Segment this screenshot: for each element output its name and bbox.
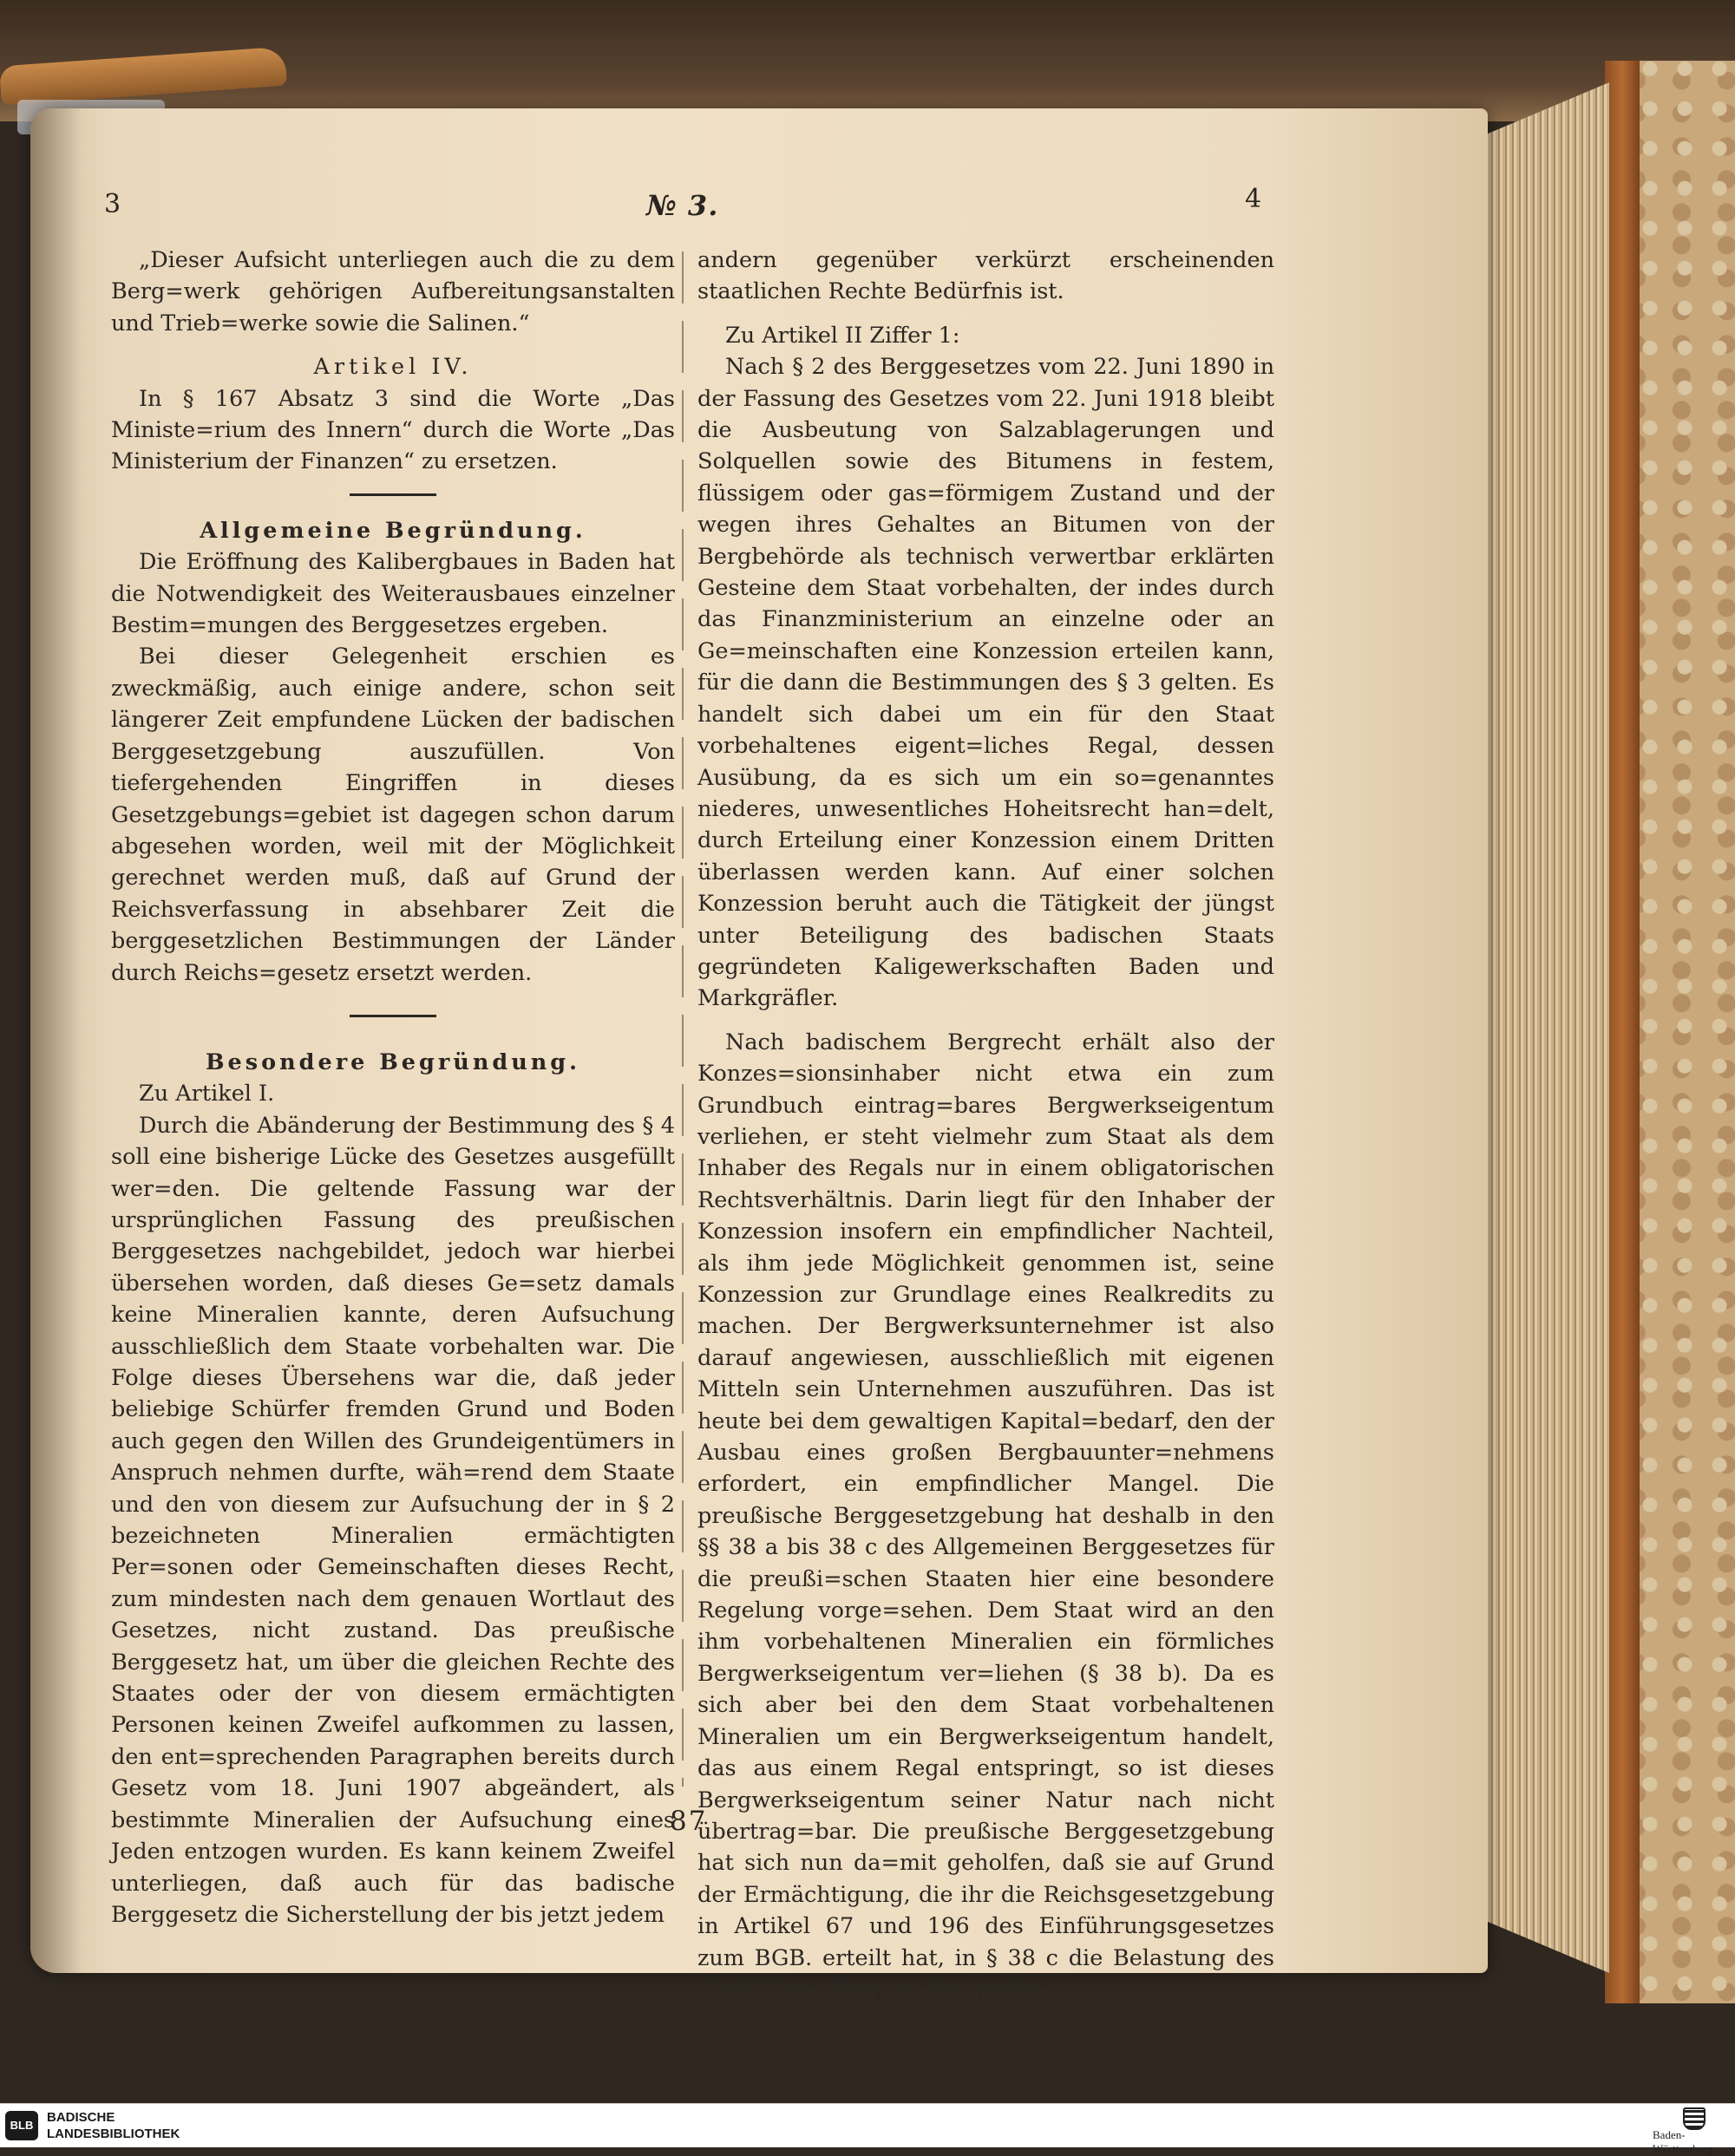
gutter-shadow (30, 108, 82, 1973)
allgemeine-paragraph-1: Die Eröffnung des Kalibergbaues in Baden hat die Notwendigkeit des Weiterausbaues einzelner Bestim=mungen des Berggesetzes ergeben. (111, 549, 675, 639)
library-name (47, 2109, 180, 2142)
folio-number: 87 (670, 1806, 708, 1837)
issue-number: № 3. (646, 189, 719, 222)
continuation-paragraph: andern gegenüber verkürzt erscheinenden staatlichen Rechte Bedürfnis ist. (697, 247, 1274, 305)
zu-artikel-ii: Zu Artikel II Ziffer 1: (725, 322, 960, 349)
blb-logo: BLB (5, 2111, 38, 2140)
library-name-line-2: LANDESBIBLIOTHEK (47, 2127, 180, 2141)
artikel-ii-paragraph-1: Nach § 2 des Berggesetzes vom 22. Juni 1890 in der Fassung des Gesetzes vom 22. Juni 1918 bleibt die Ausbeutung von Salzablagerungen und Solquellen sowie des Bitumens in festem, flüssigem oder gas=förmigem Zustand und der wegen ihres Gehaltes an Bitumen von der Bergbehörde als technisch verwertbar erklärten Gesteine dem Staat vorbehalten, der indes durch das Finanzministerium an einzelne oder an Ge=meinschaften eine Konzession erteilen kann, für die dann die Bestimmungen des § 3 gelten. Es handelt sich dabei um ein für den Staat vorbehaltenes eigent=liches Regal, dessen Ausübung, da es sich um ein so=genanntes niederes, unwesentliches Hoheitsrecht han=delt, durch Erteilung einer Konzession einem Dritten überlassen werden kann. Auf einer solchen Konzession beruht auch die Tätigkeit der jüngst unter Beteiligung des badischen Staats gegründeten Kaligewerkschaften Baden und Markgräfler. (697, 354, 1274, 1012)
left-column (111, 245, 675, 1931)
besondere-paragraph-1: Durch die Abänderung der Bestimmung des § 4 soll eine bisherige Lücke des Gesetzes ausgefüllt wer=den. Die geltende Fassung war der ursprünglichen Fassung des preußischen Berggesetzes nachgebildet, jedoch war hierbei übersehen worden, daß dieses Ge=setz damals keine Mineralien kannte, deren Aufsuchung ausschließlich dem Staate vorbehalten war. Die Folge dieses Übersehens war die, daß jeder beliebige Schürfer fremden Grund und Boden auch gegen den Willen des Grundeigentümers in Anspruch nehmen durfte, wäh=rend dem Staate und den von diesem zur Aufsuchung der in § 2 bezeichneten Mineralien ermächtigten Per=sonen oder Gemeinschaften dieses Recht, zum mindesten nach dem genauen Wortlaut des Gesetzes, nicht zustand. Das preußische Berggesetz hat, um über die gleichen Rechte des Staates oder der von diesem ermächtigten Personen keinen Zweifel aufkommen zu lassen, den ent=sprechenden Paragraphen bereits durch Gesetz vom 18. Juni 1907 abgeändert, als bestimmte Mineralien der Aufsuchung eines Jeden entzogen wurden. Es kann keinem Zweifel unterliegen, daß auch für das badische Berggesetz die Sicherstellung der bis jetzt jedem (111, 1112, 675, 1928)
besondere-heading: Besondere Begründung. (205, 1049, 580, 1075)
column-divider (682, 252, 684, 1787)
allgemeine-heading: Allgemeine Begründung. (200, 517, 586, 544)
library-name-line-1: BADISCHE (47, 2110, 115, 2125)
library-footer (0, 2103, 1735, 2155)
cover-leather-band (1605, 61, 1640, 2003)
artikel-iv-title: Artikel IV. (313, 354, 473, 381)
quote-paragraph: „Dieser Aufsicht unterliegen auch die zu dem Berg=werk gehörigen Aufbereitungsanstalten und Trieb=werke sowie die Salinen.“ (111, 247, 675, 336)
section-rule (350, 1015, 436, 1017)
right-page-number: 4 (1245, 184, 1263, 214)
page-fore-edge (1475, 82, 1609, 1973)
section-rule (350, 493, 436, 496)
zu-artikel-i: Zu Artikel I. (139, 1081, 275, 1107)
artikel-iv-paragraph: In § 167 Absatz 3 sind die Worte „Das Ministe=rium des Innern“ durch die Worte „Das Ministerium der Finanzen“ zu ersetzen. (111, 385, 675, 475)
right-column (697, 245, 1274, 2005)
artikel-ii-paragraph-2: Nach badischem Bergrecht erhält also der Konzes=sionsinhaber nicht etwa ein zum Grundbuch eintrag=bares Bergwerkseigentum verliehen, er steht vielmehr zum Staat als dem Inhaber des Regals nur in einem obligatorischen Rechtsverhältnis. Darin liegt für den Inhaber der Konzession insofern ein empfindlicher Nachteil, als ihm jede Möglichkeit genommen ist, seine Konzession zur Grundlage eines Realkredits zu machen. Der Bergwerksunternehmer ist also darauf angewiesen, ausschließlich mit eigenen Mitteln sein Unternehmen auszuführen. Das ist heute bei dem gewaltigen Kapital=bedarf, den der Ausbau eines großen Bergbauunter=nehmens erfordert, ein empfindlicher Mangel. Die preußische Berggesetzgebung hat deshalb in den §§ 38 a bis 38 c des Allgemeinen Berggesetzes für die preußi=schen Staaten hier eine besondere Regelung vorge=sehen. Dem Staat wird an den ihm vorbehaltenen Mineralien ein förmliches Bergwerkseigentum ver=liehen (§ 38 b). Da es sich aber bei den dem Staat vorbehaltenen Mineralien um ein Bergwerkseigentum handelt, das aus einem Regal entspringt, so ist dieses Bergwerkseigentum seiner Natur nach nicht übertrag=bar. Die preußische Berggesetzgebung hat sich nun da=mit geholfen, daß sie auf Grund der Ermächtigung, die ihr die Reichsgesetzgebung in Artikel 67 und 196 des Einführungsgesetzes zum BGB. erteilt hat, in § 38 c die Belastung des staatlichen Bergwerkseigentums an (697, 1029, 1274, 2002)
left-page-number: 3 (104, 189, 122, 219)
allgemeine-paragraph-2: Bei dieser Gelegenheit erschien es zweckmäßig, auch einige andere, schon seit längerer Zeit empfundene Lücken der badischen Berggesetzgebung auszufüllen. Von tiefergehenden Eingriffen in dieses Gesetzgebungs=gebiet ist dagegen schon darum abgesehen worden, weil mit der Möglichkeit gerechnet werden muß, daß auf Grund der Reichsverfassung in absehbarer Zeit die berggesetzlichen Bestimmungen der Länder durch Reichs=gesetz ersetzt werden. (111, 644, 675, 986)
region-label: Baden-Württemberg (1653, 2128, 1713, 2155)
coat-of-arms-icon (1683, 2107, 1706, 2130)
